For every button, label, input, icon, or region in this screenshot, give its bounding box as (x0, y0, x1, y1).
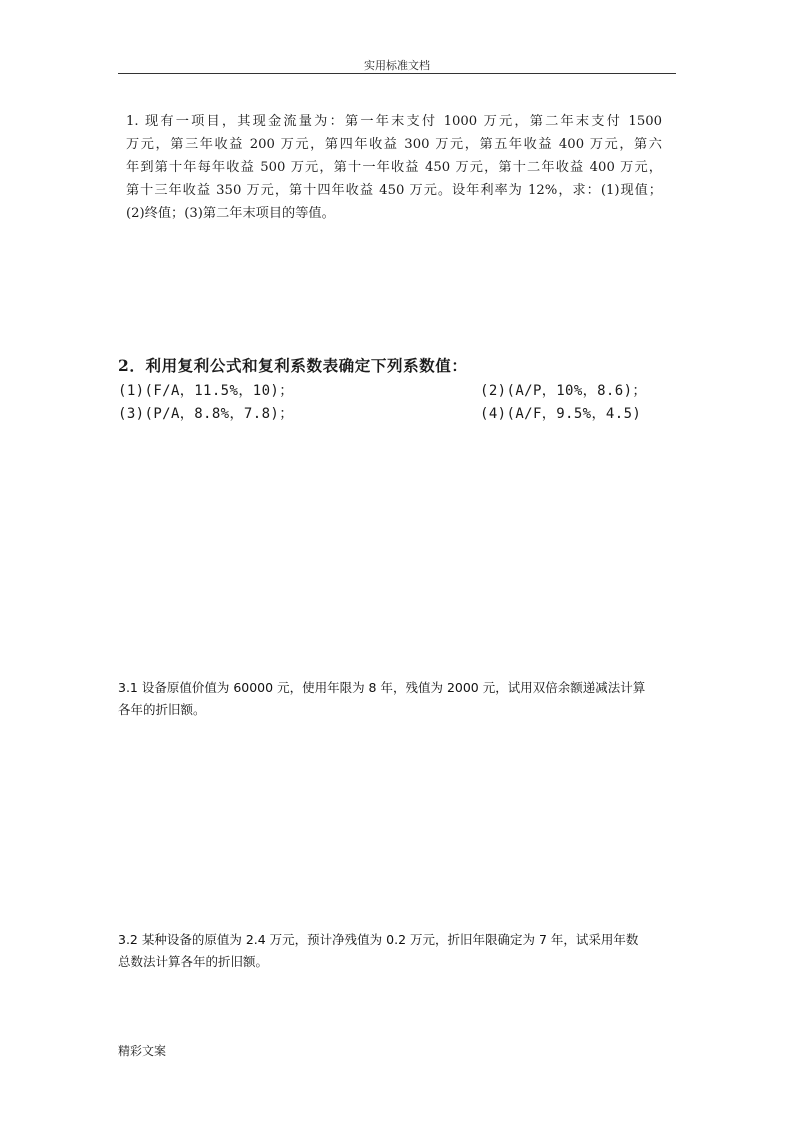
question-3-2-line: 3.2 某种设备的原值为 2.4 万元，预计净残值为 0.2 万元，折旧年限确定为 7 年，试采用年数 (118, 932, 639, 947)
page-header: 实用标准文档 (364, 59, 430, 72)
question-1 (126, 110, 662, 225)
question-1-line: 第十三年收益 350 万元，第十四年收益 450 万元。设年利率为 12%，求：(1)现值； (126, 183, 662, 198)
question-2-item: (1)(F/A，11.5%，10)； (118, 383, 294, 399)
question-3-1-line: 3.1 设备原值价值为 60000 元，使用年限为 8 年，残值为 2000 元，试用双倍余额递减法计算 (118, 680, 646, 695)
question-1-line: 1. 现有一项目，其现金流量为：第一年末支付 1000 万元，第二年末支付 1500 (126, 114, 662, 129)
question-1-line: 万元，第三年收益 200 万元，第四年收益 300 万元，第五年收益 400 万元，第六 (126, 137, 662, 152)
question-2-item: (4)(A/F，9.5%，4.5) (480, 406, 642, 422)
page-footer: 精彩文案 (118, 1044, 167, 1058)
question-2-item: (2)(A/P，10%，8.6)； (480, 383, 647, 399)
question-1-line: 年到第十年每年收益 500 万元，第十一年收益 450 万元，第十二年收益 400 万元， (126, 160, 662, 175)
question-3-1 (118, 677, 678, 721)
question-1-line: (2)终值；(3)第二年末项目的等值。 (126, 206, 335, 221)
question-2-title: 2．利用复利公式和复利系数表确定下列系数值： (118, 356, 468, 375)
question-2-item: (3)(P/A，8.8%，7.8)； (118, 406, 294, 422)
question-3-1-line: 各年的折旧额。 (118, 702, 206, 717)
header-divider (118, 73, 676, 74)
question-3-2 (118, 929, 678, 973)
question-3-2-line: 总数法计算各年的折旧额。 (118, 954, 269, 969)
